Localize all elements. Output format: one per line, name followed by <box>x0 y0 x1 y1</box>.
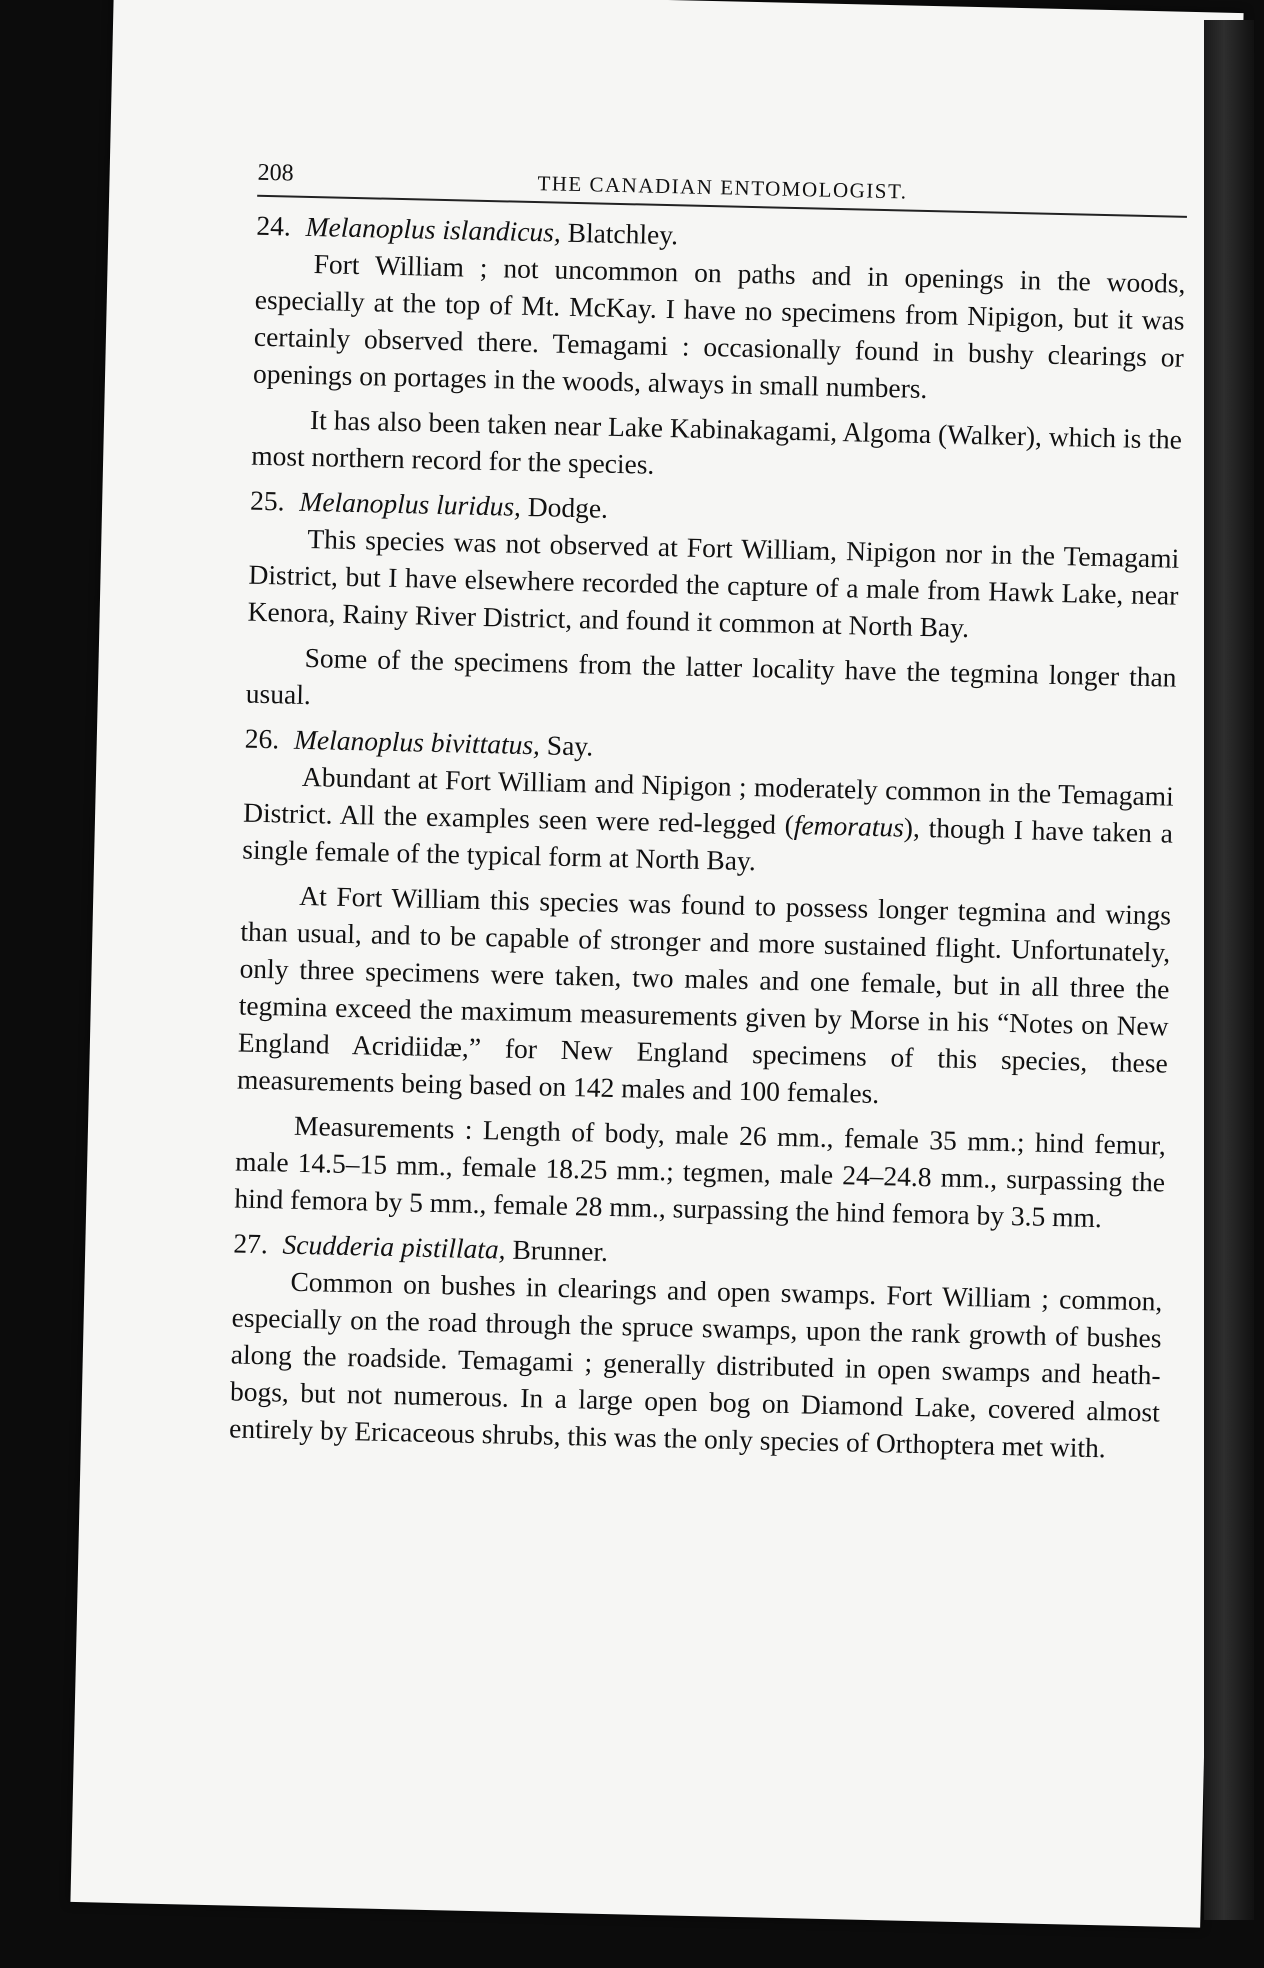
entry-number: 24. <box>256 209 292 242</box>
page-number: 208 <box>257 159 294 187</box>
entry-paragraph: This species was not observed at Fort William, Nipigon nor in the Temagami District, but I have elsewhere recorded the capture of a male from Hawk Lake, near Kenora, Rainy River District, and found it common at North Bay. <box>247 522 1180 643</box>
entry-paragraph: Fort William ; not uncommon on paths and in openings in the woods, especially at the top of Mt. McKay. I have no specimens from Nipigon, but it was certainly observed there. Temagami : occasionally found in bushy clearings or openings on portages in the woods, always in small numbers. <box>252 248 1186 404</box>
species-entry-24 <box>251 207 1187 495</box>
entry-number: 26. <box>244 722 280 755</box>
entry-number: 27. <box>233 1227 269 1260</box>
paragraph-text: ), though I have taken a single female of the typical form at North Bay. <box>242 811 1174 877</box>
species-authority: Dodge. <box>527 490 609 524</box>
running-title: THE CANADIAN ENTOMOLOGIST. <box>537 171 908 204</box>
page-content <box>229 151 1188 1476</box>
species-name: Melanoplus bivittatus, <box>293 723 541 761</box>
entry-paragraph: It has also been taken near Lake Kabinakagami, Algoma (Walker), which is the most northern record for the species. <box>250 403 1183 480</box>
measurements-paragraph: Measurements : Length of body, male 26 mm., female 35 mm.; hind femur, male 14.5–15 mm., female 18.25 mm.; tegmen, male 24–24.8 mm., surpassing the hind femora by 5 mm., female 28 mm., surpassing the hind femora by 3.5 mm. <box>234 1109 1167 1234</box>
species-entry-25 <box>245 482 1180 733</box>
book-spine-shadow <box>1204 20 1254 1920</box>
species-entry-27 <box>229 1224 1164 1467</box>
species-name: Melanoplus islandicus, <box>305 210 562 248</box>
italic-term: femoratus <box>793 809 905 843</box>
page-header <box>257 151 1188 218</box>
entry-paragraph <box>242 757 1174 889</box>
species-name: Melanoplus luridus, <box>299 485 522 522</box>
species-name: Scudderia pistillata, <box>282 1228 507 1265</box>
book-page <box>70 0 1243 1928</box>
entry-paragraph: Some of the specimens from the latter locality have the tegmina longer than usual. <box>245 641 1177 711</box>
species-authority: Brunner. <box>512 1233 609 1267</box>
entry-paragraph: Common on bushes in clearings and open swamps. Fort William ; common, especially on the road through the spruce swamps, upon the rank growth of bushes along the roadside. Temagami ; generally distributed in open swamps and heath-bogs, but not numerous. In a large open bog on Diamond Lake, covered almost entirely by Ericaceous shrubs, this was the only species of Orthoptera met with. <box>228 1265 1163 1464</box>
species-authority: Say. <box>546 729 594 762</box>
species-authority: Blatchley. <box>567 216 679 251</box>
entry-paragraph: At Fort William this species was found to possess longer tegmina and wings than usual, and to be capable of stronger and more sustained flight. Unfortunately, only three specimens were taken, two males and one female, but in all three the tegmina exceed the maximum measurements given by Morse in his “Notes on New England Acridiidæ,” for New England specimens of this species, these measurements being based on 142 males and 100 females. <box>236 879 1172 1110</box>
species-entry-26 <box>234 720 1175 1238</box>
paragraph-text: Abundant at Fort William and Nipigon ; moderately common in the Temagami District. All the examples seen were red-legged ( <box>242 760 1175 841</box>
entry-number: 25. <box>249 484 285 517</box>
